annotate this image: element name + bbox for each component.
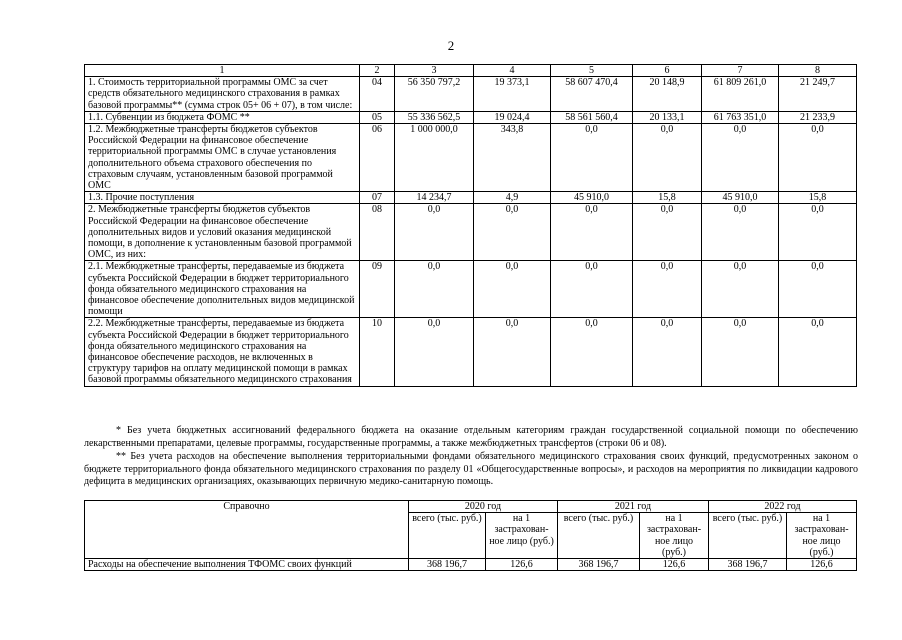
value-col-6: 0,0 (633, 318, 702, 386)
value-col-6: 15,8 (633, 192, 702, 204)
subheader-total: всего (тыс. руб.) (709, 513, 787, 559)
reference-table (84, 500, 857, 571)
value-col-5: 58 607 470,4 (551, 77, 633, 112)
column-number-cell: 3 (395, 65, 474, 77)
reference-value: 368 196,7 (409, 559, 486, 571)
row-code: 06 (360, 124, 395, 192)
value-col-5: 45 910,0 (551, 192, 633, 204)
value-col-4: 0,0 (474, 261, 551, 318)
value-col-8: 0,0 (779, 261, 857, 318)
row-code: 08 (360, 204, 395, 261)
value-col-3: 1 000 000,0 (395, 124, 474, 192)
value-col-3: 0,0 (395, 318, 474, 386)
value-col-7: 0,0 (702, 261, 779, 318)
value-col-6: 0,0 (633, 124, 702, 192)
value-col-5: 0,0 (551, 124, 633, 192)
row-code: 10 (360, 318, 395, 386)
footnote-2: ** Без учета расходов на обеспечение выполнения территориальными фондами обязательного медицинского страхования своих функций, предусмотренных законом о бюджете территориального фонда обязательного медицинского страхования по разделу 01 «Общегосударственные вопросы», и расходов на мероприятия по ликвидации кадрового дефицита в медицинских организациях, оказывающих первичную медико-санитарную помощь. (84, 451, 858, 487)
row-label: 1.3. Прочие поступления (85, 192, 360, 204)
row-label: 2.1. Межбюджетные трансферты, передаваемые из бюджета субъекта Российской Федерации в бюджет территориального фонда обязательного медицинского страхования на финансовое обеспечение дополнительных видов медицинской помощи (85, 261, 360, 318)
value-col-8: 15,8 (779, 192, 857, 204)
value-col-4: 4,9 (474, 192, 551, 204)
row-code: 04 (360, 77, 395, 112)
value-col-3: 56 350 797,2 (395, 77, 474, 112)
value-col-6: 20 133,1 (633, 111, 702, 123)
column-number-cell: 6 (633, 65, 702, 77)
year-2021-header: 2021 год (558, 501, 709, 513)
subheader-per-insured: на 1 застрахован-ное лицо (руб.) (787, 513, 857, 559)
value-col-4: 0,0 (474, 318, 551, 386)
column-number-header-row (85, 65, 857, 77)
value-col-6: 20 148,9 (633, 77, 702, 112)
row-code: 09 (360, 261, 395, 318)
value-col-4: 19 024,4 (474, 111, 551, 123)
value-col-4: 19 373,1 (474, 77, 551, 112)
table-row (85, 318, 857, 386)
value-col-5: 58 561 560,4 (551, 111, 633, 123)
value-col-7: 61 763 351,0 (702, 111, 779, 123)
table-row (85, 192, 857, 204)
subheader-total: всего (тыс. руб.) (409, 513, 486, 559)
row-label: 2.2. Межбюджетные трансферты, передаваемые из бюджета субъекта Российской Федерации в бюджет территориального фонда обязательного медицинского страхования на финансовое обеспечение расходов, не включенных в структуру тарифов на оплату медицинской помощи в рамках базовой программы обязательного медицинского страхования (85, 318, 360, 386)
row-label: 2. Межбюджетные трансферты бюджетов субъектов Российской Федерации на финансовое обеспечение дополнительных видов и условий оказания медицинской помощи, в дополнение к установленным базовой программой ОМС, из них: (85, 204, 360, 261)
value-col-8: 21 249,7 (779, 77, 857, 112)
program-cost-table (84, 64, 857, 387)
value-col-8: 0,0 (779, 204, 857, 261)
value-col-5: 0,0 (551, 204, 633, 261)
value-col-3: 14 234,7 (395, 192, 474, 204)
table-row (85, 77, 857, 112)
table-row (85, 204, 857, 261)
row-code: 07 (360, 192, 395, 204)
reference-title: Справочно (85, 501, 409, 559)
row-label: 1. Стоимость территориальной программы ОМС за счет средств обязательного медицинского страхования в рамках базовой программы** (сумма строк 05+ 06 + 07), в том числе: (85, 77, 360, 112)
table-row (85, 261, 857, 318)
column-number-cell: 1 (85, 65, 360, 77)
reference-value: 368 196,7 (709, 559, 787, 571)
value-col-5: 0,0 (551, 318, 633, 386)
reference-row-label: Расходы на обеспечение выполнения ТФОМС своих функций (85, 559, 409, 571)
column-number-cell: 5 (551, 65, 633, 77)
value-col-3: 55 336 562,5 (395, 111, 474, 123)
value-col-7: 45 910,0 (702, 192, 779, 204)
subheader-total: всего (тыс. руб.) (558, 513, 640, 559)
value-col-8: 21 233,9 (779, 111, 857, 123)
row-code: 05 (360, 111, 395, 123)
column-number-cell: 2 (360, 65, 395, 77)
column-number-cell: 8 (779, 65, 857, 77)
footnote-1: * Без учета бюджетных ассигнований федерального бюджета на оказание отдельным категориям граждан государственной социальной помощи по обеспечению лекарственными препаратами, целевые программы, государственные программы, а также межбюджетных трансфертов (строки 06 и 08). (84, 425, 858, 449)
reference-value: 126,6 (486, 559, 558, 571)
year-2020-header: 2020 год (409, 501, 558, 513)
value-col-7: 0,0 (702, 124, 779, 192)
value-col-6: 0,0 (633, 204, 702, 261)
reference-value: 126,6 (640, 559, 709, 571)
value-col-6: 0,0 (633, 261, 702, 318)
table-row (85, 124, 857, 192)
subheader-per-insured: на 1 застрахован-ное лицо (руб.) (486, 513, 558, 559)
value-col-8: 0,0 (779, 318, 857, 386)
value-col-5: 0,0 (551, 261, 633, 318)
reference-value: 126,6 (787, 559, 857, 571)
row-label: 1.2. Межбюджетные трансферты бюджетов субъектов Российской Федерации на финансовое обеспечение территориальной программы ОМС в случае установления дополнительного объема страхового обеспечения по страховым случаям, установленным базовой программой ОМС (85, 124, 360, 192)
value-col-7: 0,0 (702, 204, 779, 261)
column-number-cell: 4 (474, 65, 551, 77)
value-col-8: 0,0 (779, 124, 857, 192)
year-2022-header: 2022 год (709, 501, 857, 513)
page-number: 2 (447, 38, 455, 53)
table-row (85, 111, 857, 123)
value-col-4: 343,8 (474, 124, 551, 192)
row-label: 1.1. Субвенции из бюджета ФОМС ** (85, 111, 360, 123)
value-col-4: 0,0 (474, 204, 551, 261)
value-col-7: 61 809 261,0 (702, 77, 779, 112)
reference-value: 368 196,7 (558, 559, 640, 571)
value-col-3: 0,0 (395, 261, 474, 318)
column-number-cell: 7 (702, 65, 779, 77)
value-col-3: 0,0 (395, 204, 474, 261)
value-col-7: 0,0 (702, 318, 779, 386)
subheader-per-insured: на 1 застрахован-ное лицо (руб.) (640, 513, 709, 559)
